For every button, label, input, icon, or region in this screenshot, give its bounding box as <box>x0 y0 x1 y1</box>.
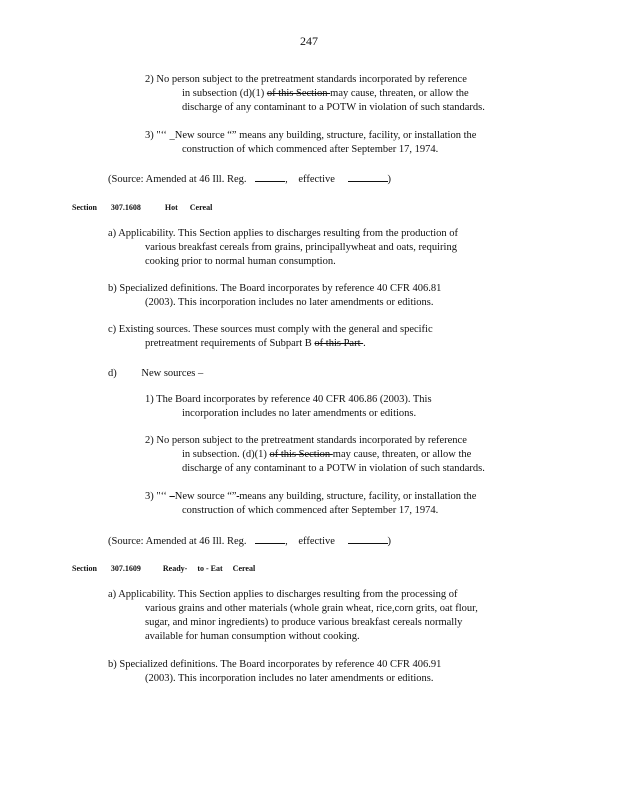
text-line: incorporation includes no later amendments or editions. <box>182 408 417 419</box>
blank-line <box>348 171 388 182</box>
text-line: b) Specialized definitions. The Board incorporates by reference 40 CFR 406.81 <box>108 283 442 294</box>
subsection-d-new-sources: d) New sources – <box>108 368 204 379</box>
text-line: 3) "‘‘ _New source “” means any building, structure, facility, or installation the <box>145 130 477 141</box>
paragraph-3-new-source <box>145 490 476 518</box>
blank-line <box>348 533 388 544</box>
blank-line <box>255 533 285 544</box>
text-line: a) Applicability. This Section applies to discharges resulting from the processing of <box>108 589 458 600</box>
text-line: available for human consumption without cooking. <box>145 631 360 642</box>
struck-text: of this Section <box>266 88 331 99</box>
text-line: discharge of any contaminant to a POTW in violation of such standards. <box>182 102 485 113</box>
text-line: 1) The Board incorporates by reference 40 CFR 406.86 (2003). This <box>145 394 432 405</box>
text-line: (2003). This incorporation includes no later amendments or editions. <box>145 297 434 308</box>
subsection-b-definitions <box>108 658 441 686</box>
struck-text: of this Part <box>314 338 364 349</box>
text-line: 3) "‘‘ –New source “” means any building, structure, facility, or installation the <box>145 491 477 502</box>
subsection-a-applicability <box>108 227 458 269</box>
page-number: 247 <box>300 34 318 48</box>
text-line: c) Existing sources. These sources must comply with the general and specific <box>108 324 433 335</box>
struck-text: – <box>169 491 175 502</box>
text-line: construction of which commenced after September 17, 1974. <box>182 505 439 516</box>
text-line: discharge of any contaminant to a POTW in violation of such standards. <box>182 463 485 474</box>
subsection-b-definitions <box>108 282 441 310</box>
text-line: various breakfast cereals from grains, principallywheat and oats, requiring <box>145 242 457 253</box>
text-line: 2) No person subject to the pretreatment standards incorporated by reference <box>145 74 467 85</box>
struck-text: of this Section <box>269 449 333 460</box>
text-line: sugar, and minor ingredients) to produce various breakfast cereals normally <box>145 617 463 628</box>
text-line: (2003). This incorporation includes no later amendments or editions. <box>145 673 434 684</box>
section-heading: Section 307.1608 Hot Cereal <box>72 203 213 212</box>
text-line: in subsection (d)(1) of this Section may cause, threaten, or allow the <box>182 88 469 99</box>
text-line: construction of which commenced after September 17, 1974. <box>182 144 439 155</box>
blank-line <box>255 171 285 182</box>
text-line: pretreatment requirements of Subpart B of this Part . <box>145 338 366 349</box>
paragraph-2-no-person <box>145 73 485 115</box>
text-line: a) Applicability. This Section applies to discharges resulting from the production of <box>108 228 459 239</box>
section-heading: Section 307.1609 Ready- to - Eat Cereal <box>72 564 256 573</box>
subsection-c-existing-sources <box>108 323 433 351</box>
subsection-a-applicability <box>108 588 478 644</box>
source-note: (Source: Amended at 46 Ill. Reg. , effective ) <box>108 533 391 549</box>
text-line: in subsection. (d)(1) of this Section may cause, threaten, or allow the <box>182 449 472 460</box>
text-line: b) Specialized definitions. The Board incorporates by reference 40 CFR 406.91 <box>108 659 442 670</box>
text-line: various grains and other materials (whole grain wheat, rice,corn grits, oat flour, <box>145 603 478 614</box>
text-line: cooking prior to normal human consumption. <box>145 256 336 267</box>
source-note: (Source: Amended at 46 Ill. Reg. , effective ) <box>108 171 391 187</box>
paragraph-1-board-incorporates <box>145 393 432 421</box>
paragraph-2-no-person <box>145 434 485 476</box>
text-line: 2) No person subject to the pretreatment standards incorporated by reference <box>145 435 467 446</box>
paragraph-3-new-source <box>145 129 476 157</box>
